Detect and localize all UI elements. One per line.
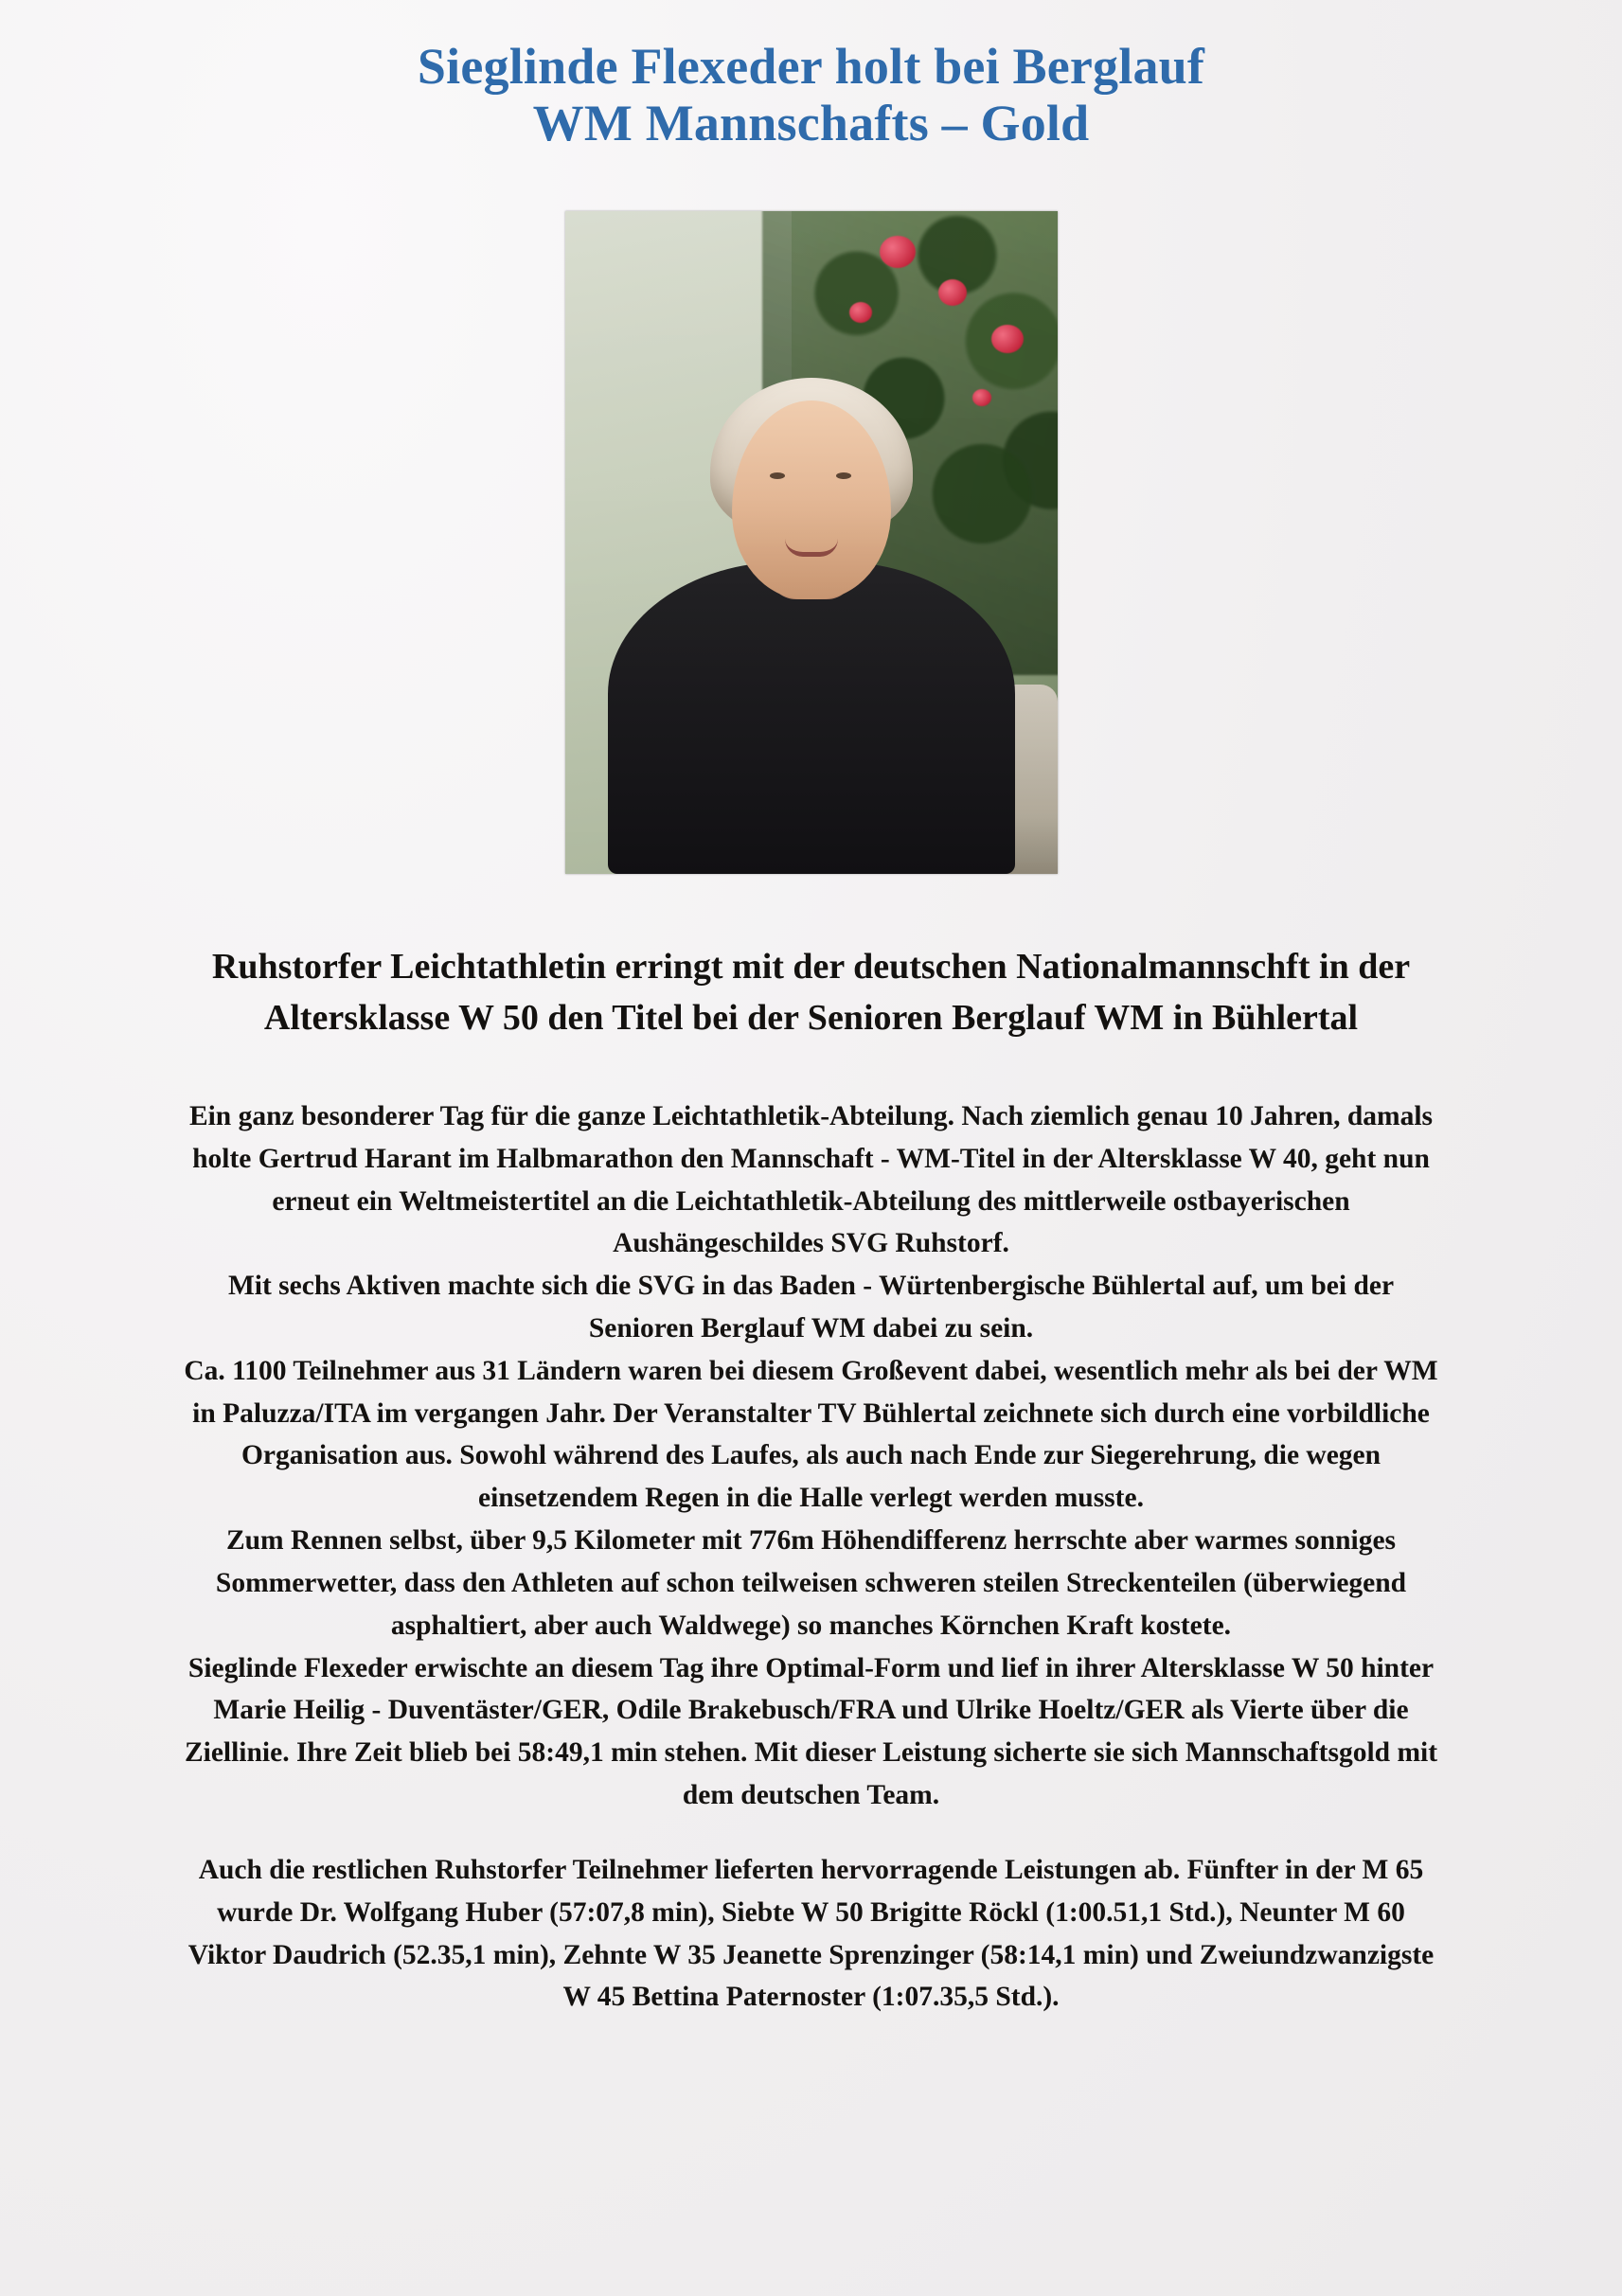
subheading: Ruhstorfer Leichtathletin erringt mit der deutschen Nationalmannschft in der Altersklasse W 50 den Titel bei der Senioren Berglauf WM in Bühlertal — [211, 946, 1411, 1038]
paragraph-1: Ein ganz besonderer Tag für die ganze Leichtathletik-Abteilung. Nach ziemlich genau 10 Jahren, damals holte Gertrud Harant im Halbmarathon den Mannschaft - WM-Titel in der Altersklasse W 40, geht nun erneut ein Weltmeistertitel an die Leichtathletik-Abteilung des mittlerweile ostbayerischen Aushängeschildes SVG Ruhstorf. — [188, 1100, 1434, 1259]
photo-container — [565, 211, 1058, 874]
headline-line-2: WM Mannschafts – Gold — [532, 95, 1090, 152]
paragraph-4: Zum Rennen selbst, über 9,5 Kilometer mit 776m Höhendifferenz herrschte aber warmes sonniges Sommerwetter, dass den Athleten auf schon teilweisen schweren steilen Streckenteilen (überwiegend asphaltiert, aber auch Waldwege) so manches Körnchen Kraft kostete. — [215, 1525, 1407, 1641]
headline-line-1: Sieglinde Flexeder holt bei Berglauf — [417, 38, 1205, 95]
photo-grain-overlay — [565, 211, 1058, 874]
paragraph-6: Auch die restlichen Ruhstorfer Teilnehmer lieferten hervorragende Leistungen ab. Fünfter in der M 65 wurde Dr. Wolfgang Huber (57:07,8 min), Siebte W 50 Brigitte Röckl (1:00.51,1 Std.), Neunter M 60 Viktor Daudrich (52.35,1 min), Zehnte W 35 Jeanette Sprenzinger (58:14,1 min) und Zweiundzwanzigste W 45 Bettina Paternoster (1:07.35,5 Std.). — [187, 1854, 1435, 2013]
paragraph-5: Sieglinde Flexeder erwischte an diesem Tag ihre Optimal-Form und lief in ihrer Altersklasse W 50 hinter Marie Heilig - Duventäster/GER, Odile Brakebusch/FRA und Ulrike Hoeltz/GER als Vierte über die Ziellinie. Ihre Zeit blieb bei 58:49,1 min stehen. Mit dieser Leistung sicherte sie sich Mannschaftsgold mit dem deutschen Team. — [184, 1652, 1438, 1811]
paragraph-2: Mit sechs Aktiven machte sich die SVG in das Baden - Würtenbergische Bühlertal auf, um bei der Senioren Berglauf WM dabei zu sein. — [227, 1271, 1395, 1344]
article-body — [182, 1095, 1441, 2019]
paragraph-3: Ca. 1100 Teilnehmer aus 31 Ländern waren bei diesem Großevent dabei, wesentlich mehr als bei der WM in Paluzza/ITA im vergangen Jahr. Der Veranstalter TV Bühlertal zeichnete sich durch eine vorbildliche Organisation aus. Sowohl während des Laufes, als auch nach Ende zur Siegerehrung, die wegen einsetzendem Regen in die Halle verlegt werden musste. — [184, 1355, 1438, 1514]
portrait-photo — [565, 211, 1058, 874]
page-title — [66, 38, 1556, 152]
